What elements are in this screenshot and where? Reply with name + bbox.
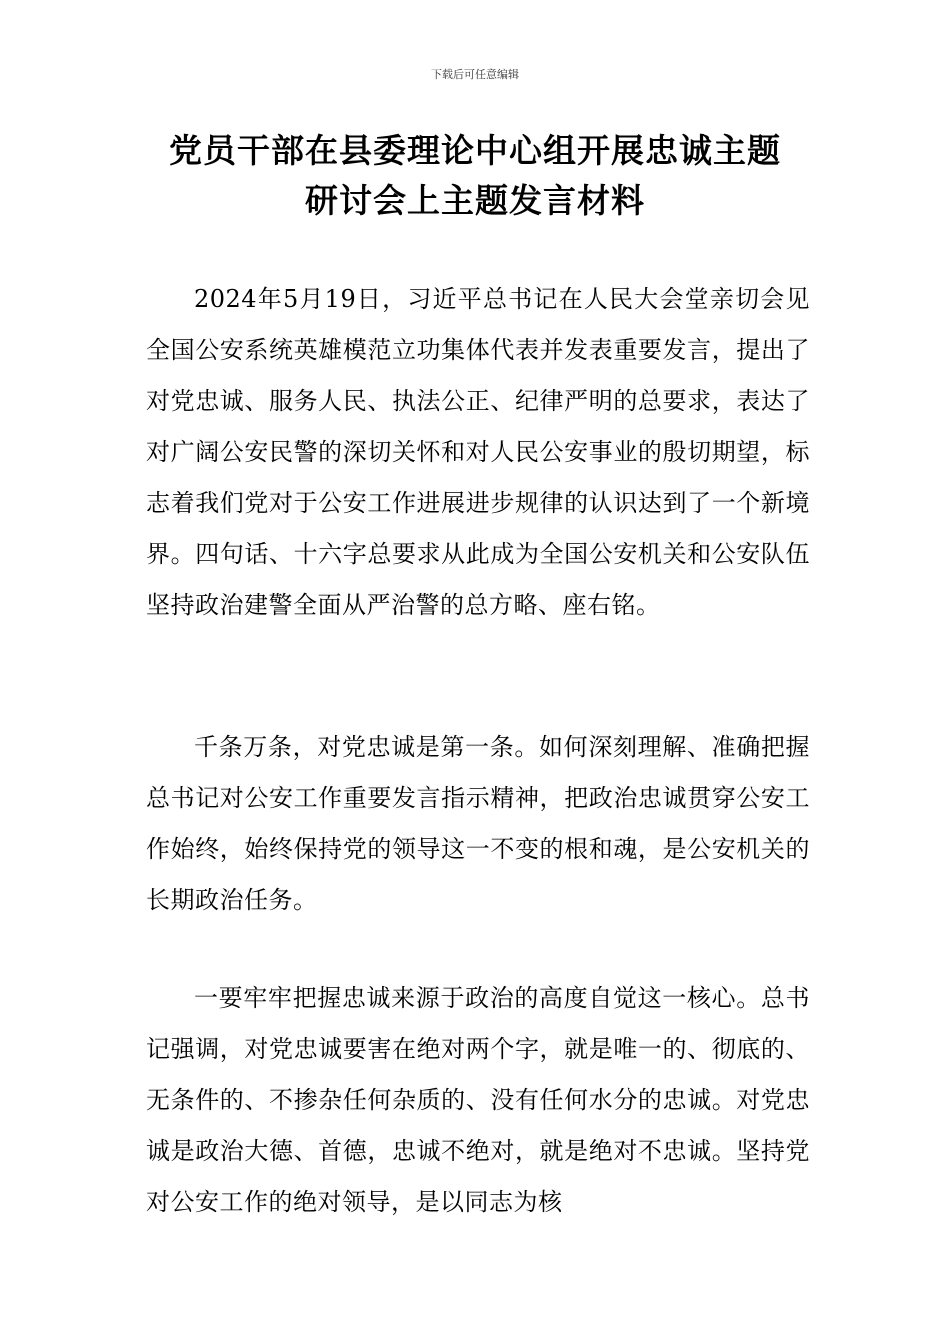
paragraph-1: 2024年5月19日，习近平总书记在人民大会堂亲切会见全国公安系统英雄模范立功集体代表并发表重要发言，提出了对党忠诚、服务人民、执法公正、纪律严明的总要求，表达了对广阔公安民警的深切关怀和对人民公安事业的殷切期望，标志着我们党对于公安工作进展进步规律的认识达到了一个新境界。四句话、十六字总要求从此成为全国公安机关和公安队伍坚持政治建警全面从严治警的总方略、座右铭。 bbox=[146, 285, 810, 619]
title-line-2: 研讨会上主题发言材料 bbox=[305, 181, 645, 220]
paragraph-3: 一要牢牢把握忠诚来源于政治的高度自觉这一核心。总书记强调，对党忠诚要害在绝对两个字，就是唯一的、彻底的、无条件的、不掺杂任何杂质的、没有任何水分的忠诚。对党忠诚是政治大德、首德，忠诚不绝对，就是绝对不忠诚。坚持党对公安工作的绝对领导，是以同志为核 bbox=[146, 984, 810, 1216]
header-note: 下载后可任意编辑 bbox=[431, 68, 519, 81]
title-line-1: 党员干部在县委理论中心组开展忠诚主题 bbox=[169, 131, 781, 170]
document-title bbox=[120, 126, 830, 226]
paragraph-2: 千条万条，对党忠诚是第一条。如何深刻理解、准确把握总书记对公安工作重要发言指示精神，把政治忠诚贯穿公安工作始终，始终保持党的领导这一不变的根和魂，是公安机关的长期政治任务。 bbox=[146, 733, 810, 914]
